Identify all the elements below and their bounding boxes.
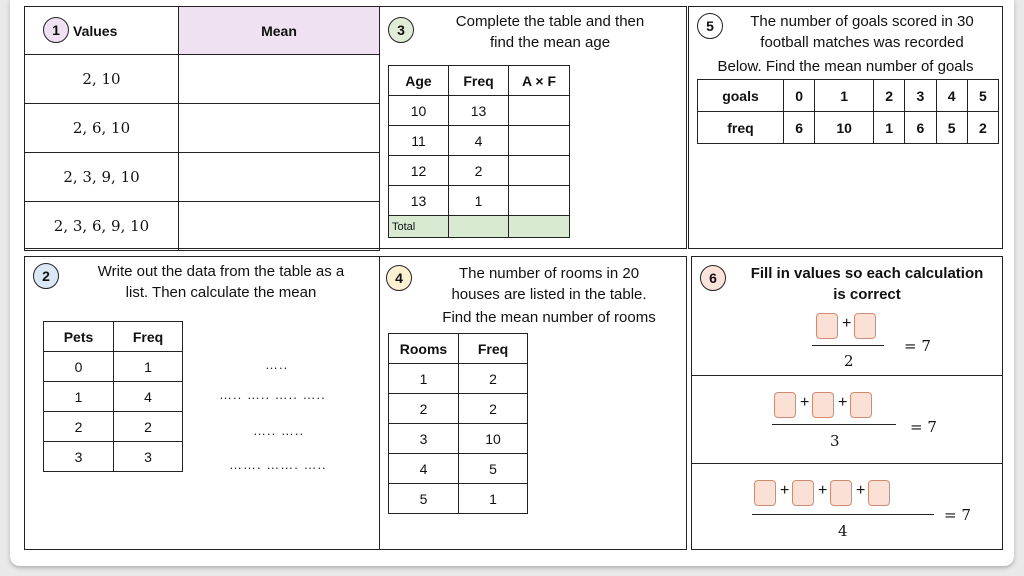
q2-freq-cell: 4: [114, 382, 183, 412]
q6-answer-box[interactable]: [868, 480, 890, 506]
q2-pets-cell: 0: [44, 352, 114, 382]
q5-freq-label: freq: [698, 112, 784, 144]
q6-answer-box[interactable]: [830, 480, 852, 506]
q4-rooms-cell: 5: [389, 484, 459, 514]
q6-result: = 7: [904, 337, 931, 355]
q6-answer-box[interactable]: [774, 392, 796, 418]
q1-header-values: Values: [25, 7, 179, 55]
q2-answer-dots[interactable]: ….. ….. ….. …..: [219, 387, 326, 402]
q4-freq-cell: 1: [459, 484, 528, 514]
q3-age-cell: 12: [389, 156, 449, 186]
q5-freq-value: 10: [815, 112, 874, 144]
q3-header-freq: Freq: [449, 66, 509, 96]
q6-plus-sign: +: [856, 482, 866, 499]
q5-freq-value: 6: [784, 112, 815, 144]
q4-freq-cell: 2: [459, 364, 528, 394]
q6-answer-box[interactable]: [792, 480, 814, 506]
q3-header-age: Age: [389, 66, 449, 96]
q5-goal-value: 4: [936, 80, 967, 112]
q6-answer-box[interactable]: [754, 480, 776, 506]
q2-number-badge: 2: [33, 263, 59, 289]
q1-values-cell: 2, 10: [25, 55, 179, 104]
q4-freq-cell: 10: [459, 424, 528, 454]
q5-freq-value: 2: [967, 112, 998, 144]
q2-header-pets: Pets: [44, 322, 114, 352]
q6-denominator: 3: [830, 432, 840, 450]
q2-table: [43, 321, 183, 472]
q6-calc-3: [692, 464, 1002, 549]
q3-axf-answer-cell[interactable]: [509, 96, 570, 126]
q3-axf-answer-cell[interactable]: [509, 186, 570, 216]
q5-goal-value: 5: [967, 80, 998, 112]
q1-panel: [24, 6, 380, 249]
q6-fraction-bar: [812, 345, 884, 346]
q3-instructions: Complete the table and then find the mean age: [455, 13, 645, 51]
q1-number-badge: 1: [43, 17, 69, 43]
q2-pets-cell: 2: [44, 412, 114, 442]
q2-answer-dots[interactable]: ……. ……. …..: [229, 457, 327, 472]
q3-age-cell: 11: [389, 126, 449, 156]
q6-result: = 7: [910, 418, 937, 436]
q5-freq-value: 6: [905, 112, 936, 144]
q4-freq-cell: 5: [459, 454, 528, 484]
q5-freq-value: 5: [936, 112, 967, 144]
q4-instructions: The number of rooms in 20 houses are listed in the table. Find the mean number of rooms: [442, 265, 656, 326]
q6-calc-1: [692, 257, 1002, 376]
q4-table: [388, 333, 528, 514]
q1-values-cell: 2, 3, 9, 10: [25, 153, 179, 202]
q5-goal-value: 0: [784, 80, 815, 112]
q6-plus-sign: +: [838, 394, 848, 411]
q5-freq-value: 1: [874, 112, 905, 144]
q1-header-mean: Mean: [179, 7, 380, 55]
q4-panel: [379, 256, 687, 550]
q3-freq-cell: 13: [449, 96, 509, 126]
q2-freq-cell: 2: [114, 412, 183, 442]
q3-table: [388, 65, 570, 238]
q6-denominator: 4: [838, 522, 848, 540]
q3-freq-cell: 4: [449, 126, 509, 156]
q3-freq-cell: 2: [449, 156, 509, 186]
q3-panel: [379, 6, 687, 249]
q1-mean-answer-cell[interactable]: [179, 153, 380, 202]
q2-freq-cell: 3: [114, 442, 183, 472]
q6-answer-box[interactable]: [812, 392, 834, 418]
q5-instructions-bottom: Below. Find the mean number of goals: [717, 58, 974, 75]
q6-instructions: Fill in values so each calculation is correct: [750, 265, 984, 303]
q6-denominator: 2: [844, 352, 854, 370]
q3-age-cell: 10: [389, 96, 449, 126]
q6-calc-2: [692, 376, 1002, 464]
q2-answer-dots[interactable]: …..: [265, 357, 289, 372]
q2-freq-cell: 1: [114, 352, 183, 382]
q6-answer-box[interactable]: [816, 313, 838, 339]
q3-total-axf-cell[interactable]: [509, 216, 570, 238]
q3-total-freq-cell[interactable]: [449, 216, 509, 238]
q6-answer-box[interactable]: [854, 313, 876, 339]
q4-rooms-cell: 1: [389, 364, 459, 394]
q1-mean-answer-cell[interactable]: [179, 104, 380, 153]
q2-instructions: Write out the data from the table as a list. Then calculate the mean: [97, 263, 345, 301]
worksheet: [10, 0, 1014, 566]
q4-freq-cell: 2: [459, 394, 528, 424]
q5-goals-label: goals: [698, 80, 784, 112]
q4-rooms-cell: 2: [389, 394, 459, 424]
q4-number-badge: 4: [386, 265, 412, 291]
q2-pets-cell: 3: [44, 442, 114, 472]
q3-axf-answer-cell[interactable]: [509, 126, 570, 156]
q6-result: = 7: [944, 506, 971, 524]
q3-age-cell: 13: [389, 186, 449, 216]
q2-answer-dots[interactable]: ….. …..: [253, 423, 305, 438]
q6-panel: [691, 256, 1003, 550]
q6-plus-sign: +: [800, 394, 810, 411]
q4-rooms-cell: 4: [389, 454, 459, 484]
q6-fraction-bar: [772, 424, 896, 425]
q6-plus-sign: +: [780, 482, 790, 499]
q5-goal-value: 3: [905, 80, 936, 112]
q6-plus-sign: +: [842, 315, 852, 332]
q1-table: [24, 6, 380, 251]
q1-mean-answer-cell[interactable]: [179, 202, 380, 251]
q3-axf-answer-cell[interactable]: [509, 156, 570, 186]
q4-rooms-cell: 3: [389, 424, 459, 454]
q5-instructions-top: The number of goals scored in 30 football matches was recorded: [750, 13, 974, 51]
q5-number-badge: 5: [697, 13, 723, 39]
q5-goal-value: 1: [815, 80, 874, 112]
q1-values-cell: 2, 6, 10: [25, 104, 179, 153]
q4-header-rooms: Rooms: [389, 334, 459, 364]
q4-header-freq: Freq: [459, 334, 528, 364]
q3-header-axf: A × F: [509, 66, 570, 96]
q2-pets-cell: 1: [44, 382, 114, 412]
q5-panel: [688, 6, 1003, 249]
q6-answer-box[interactable]: [850, 392, 872, 418]
q2-panel: [24, 256, 380, 550]
q1-mean-answer-cell[interactable]: [179, 55, 380, 104]
q2-header-freq: Freq: [114, 322, 183, 352]
q6-plus-sign: +: [818, 482, 828, 499]
q5-goal-value: 2: [874, 80, 905, 112]
q6-number-badge: 6: [700, 265, 726, 291]
q3-number-badge: 3: [388, 17, 414, 43]
q1-values-cell: 2, 3, 6, 9, 10: [25, 202, 179, 251]
q5-table: [697, 79, 999, 144]
q3-freq-cell: 1: [449, 186, 509, 216]
q6-fraction-bar: [752, 514, 934, 515]
q3-total-label: Total: [389, 216, 449, 238]
